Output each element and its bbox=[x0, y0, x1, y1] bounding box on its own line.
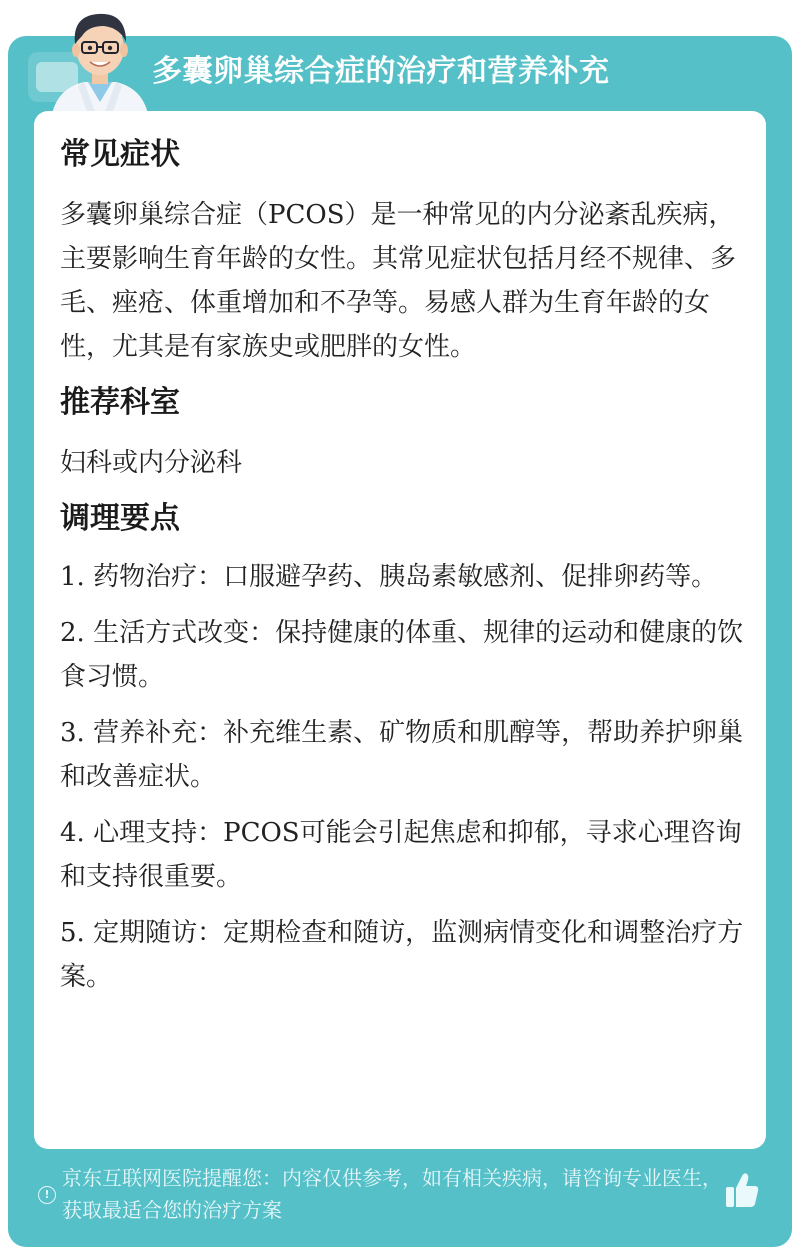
care-item: 5. 定期随访：定期检查和随访，监测病情变化和调整治疗方案。 bbox=[60, 918, 744, 992]
department-text: 妇科或内分泌科 bbox=[60, 448, 243, 478]
care-item: 2. 生活方式改变：保持健康的体重、规律的运动和健康的饮食习惯。 bbox=[60, 618, 744, 692]
thumbs-up-icon[interactable] bbox=[724, 1170, 760, 1210]
care-item: 1. 药物治疗：口服避孕药、胰岛素敏感剂、促排卵药等。 bbox=[60, 562, 718, 592]
care-list bbox=[60, 555, 750, 999]
page-title: 多囊卵巢综合症的治疗和营养补充 bbox=[152, 54, 610, 89]
content-card bbox=[34, 111, 766, 1149]
info-icon: ! bbox=[38, 1186, 56, 1204]
card-content bbox=[60, 133, 750, 1011]
department-title: 推荐科室 bbox=[60, 385, 180, 420]
care-item: 3. 营养补充：补充维生素、矿物质和肌醇等，帮助养护卵巢和改善症状。 bbox=[60, 718, 744, 792]
doctor-avatar bbox=[40, 2, 160, 114]
symptoms-title: 常见症状 bbox=[60, 137, 180, 172]
care-title: 调理要点 bbox=[60, 501, 180, 536]
symptoms-text: 多囊卵巢综合症（PCOS）是一种常见的内分泌紊乱疾病，主要影响生育年龄的女性。其常见症状包括月经不规律、多毛、痤疮、体重增加和不孕等。易感人群为生育年龄的女性，尤其是有家族史或肥胖的女性。 bbox=[60, 200, 737, 362]
disclaimer-text: 京东互联网医院提醒您：内容仅供参考，如有相关疾病，请咨询专业医生，获取最适合您的治疗方案 bbox=[62, 1166, 722, 1222]
care-item: 4. 心理支持：PCOS可能会引起焦虑和抑郁，寻求心理咨询和支持很重要。 bbox=[60, 818, 742, 892]
